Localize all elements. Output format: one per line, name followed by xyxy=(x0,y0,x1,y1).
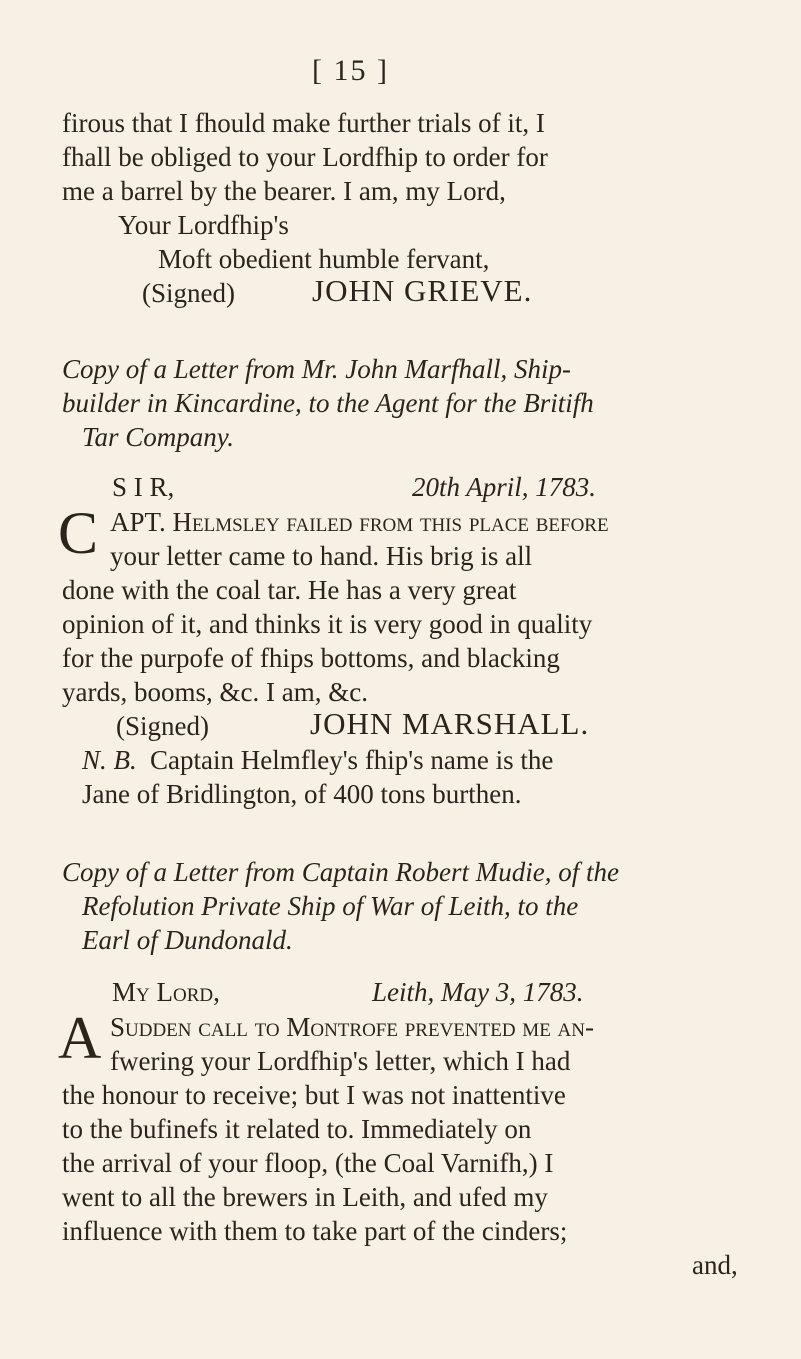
text-line: APT. Helmsley failed from this place before xyxy=(110,507,609,537)
drop-cap: A xyxy=(58,1005,102,1071)
text-line: Sudden call to Montrofe prevented me an- xyxy=(110,1012,594,1042)
text-line: opinion of it, and thinks it is very good in quality xyxy=(62,609,593,639)
closing-line: Your Lordfhip's xyxy=(118,210,289,240)
signature: JOHN GRIEVE. xyxy=(312,273,533,308)
signed-label: (Signed) xyxy=(142,278,235,308)
signature: JOHN MARSHALL. xyxy=(310,706,590,741)
letter-heading: builder in Kincardine, to the Agent for the Britifh xyxy=(62,388,594,418)
letter-heading: Copy of a Letter from Captain Robert Mudie, of the xyxy=(62,857,619,887)
text-line: fhall be obliged to your Lordfhip to order for xyxy=(62,142,548,172)
text-line: yards, booms, &c. I am, &c. xyxy=(62,677,368,707)
letter-heading: Copy of a Letter from Mr. John Marfhall, Ship- xyxy=(62,354,571,384)
text-line: firous that I fhould make further trials of it, I xyxy=(62,108,545,138)
drop-cap: C xyxy=(58,500,99,566)
page-number: [ 15 ] xyxy=(312,54,389,87)
nb-label: N. B. xyxy=(82,745,137,775)
text-line: went to all the brewers in Leith, and ufed my xyxy=(62,1182,548,1212)
salutation: My Lord, xyxy=(112,977,220,1007)
text-line: Jane of Bridlington, of 400 tons burthen. xyxy=(82,779,522,809)
letter-heading: Tar Company. xyxy=(82,422,235,452)
text-line: fwering your Lordfhip's letter, which I had xyxy=(110,1046,571,1076)
text-line: your letter came to hand. His brig is all xyxy=(110,541,533,571)
catchword: and, xyxy=(692,1250,738,1280)
text-line: me a barrel by the bearer. I am, my Lord, xyxy=(62,176,506,206)
text-line: done with the coal tar. He has a very great xyxy=(62,575,517,605)
salutation: S I R, xyxy=(112,472,175,502)
text-line: influence with them to take part of the cinders; xyxy=(62,1216,568,1246)
letter-heading: Refolution Private Ship of War of Leith, to the xyxy=(82,891,579,921)
text-line: to the bufinefs it related to. Immediately on xyxy=(62,1114,532,1144)
letter-date: 20th April, 1783. xyxy=(412,472,597,502)
text-line: Captain Helmfley's fhip's name is the xyxy=(150,745,554,775)
text-line: for the purpofe of fhips bottoms, and blacking xyxy=(62,643,560,673)
closing-line: Moft obedient humble fervant, xyxy=(158,244,490,274)
letter-heading: Earl of Dundonald. xyxy=(82,925,293,955)
text-line: the arrival of your floop, (the Coal Varnifh,) I xyxy=(62,1148,554,1178)
signed-label: (Signed) xyxy=(116,711,209,741)
letter-date: Leith, May 3, 1783. xyxy=(372,977,584,1007)
text-line: the honour to receive; but I was not inattentive xyxy=(62,1080,566,1110)
